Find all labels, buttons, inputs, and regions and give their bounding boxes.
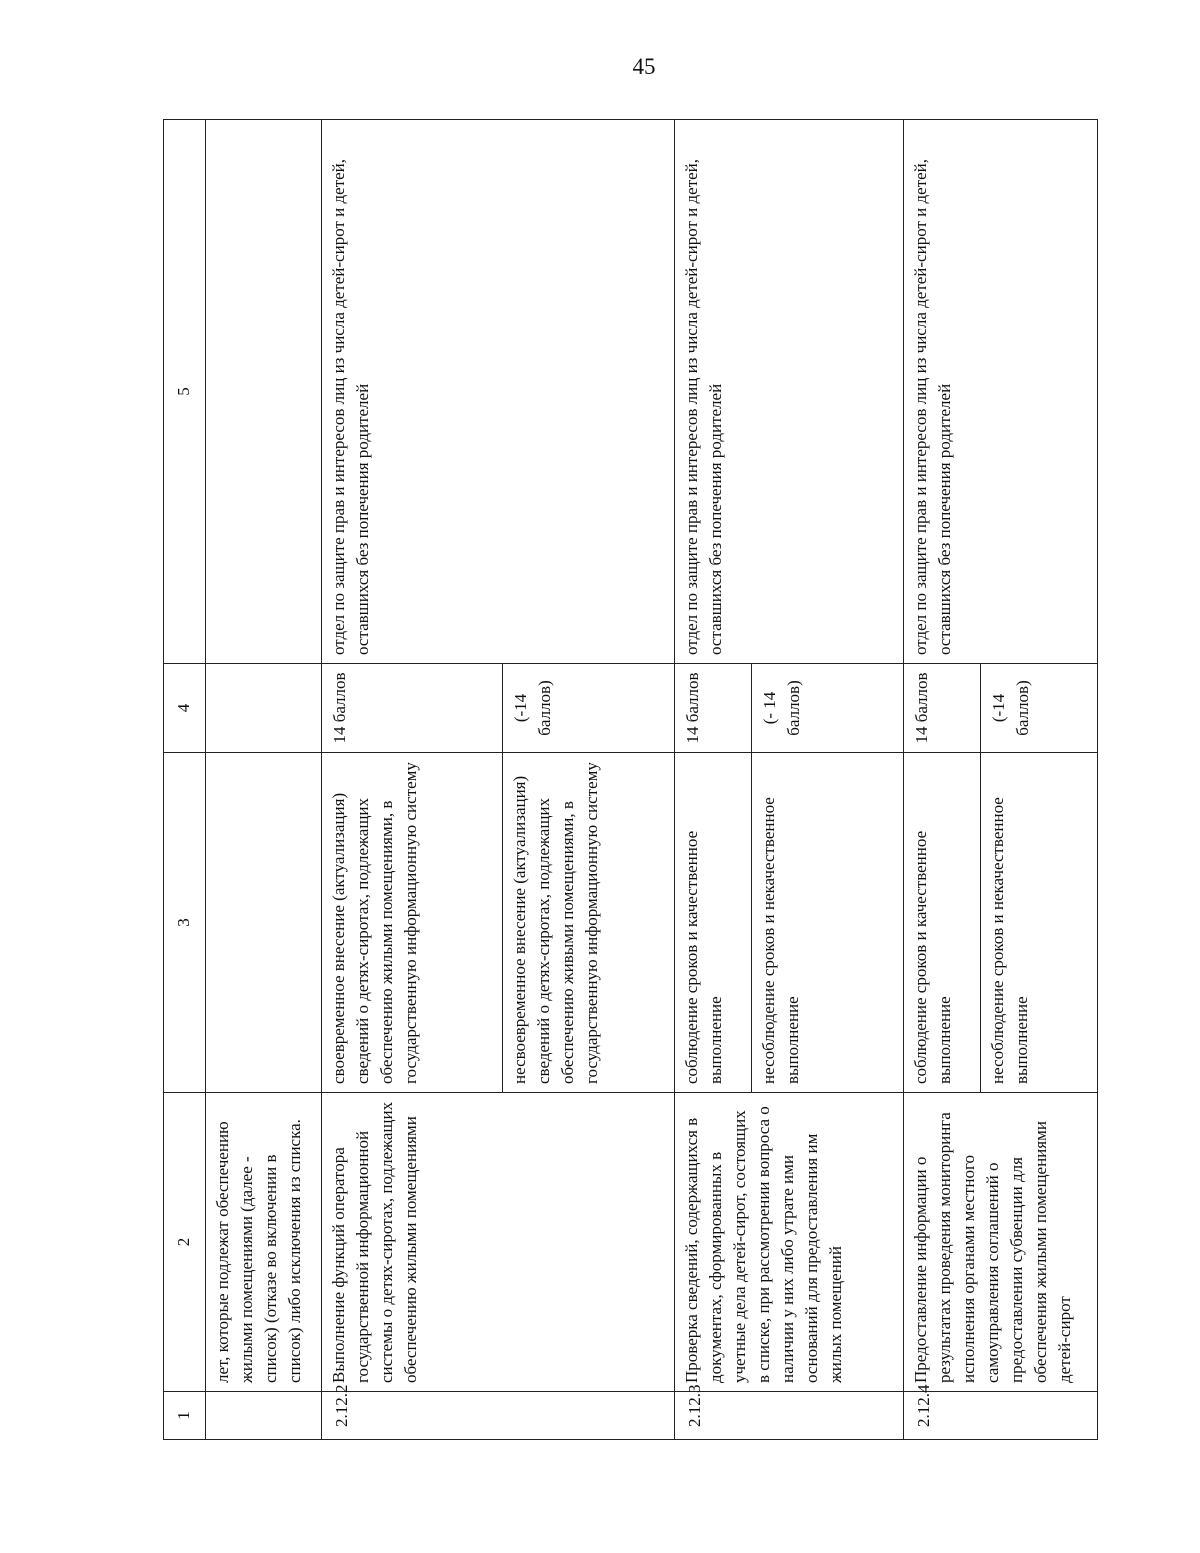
criterion-score: (-14 баллов) (981, 664, 1098, 753)
header-col-1: 1 (164, 1392, 206, 1440)
criterion-text: несвоевременное внесение (актуализация) сведений о детях-сиротах, подлежащих обеспечению живыми помещениями, в государственную информационную систему (502, 753, 674, 1093)
row-number: 2.12.2 (322, 1392, 675, 1440)
rotated-table-frame (163, 120, 1098, 1440)
header-col-3: 3 (164, 753, 206, 1093)
page-number: 45 (632, 54, 656, 79)
criterion-text: соблюдение сроков и качественное выполнение (904, 753, 981, 1093)
row-responsible: отдел по защите прав и интересов лиц из числа детей-сирот и детей, оставшихся без попечения родителей (322, 120, 675, 664)
criterion-score: (- 14 баллов) (752, 664, 904, 753)
header-col-2: 2 (164, 1093, 206, 1392)
cont-criteria (205, 753, 322, 1093)
cont-num-cell (205, 1392, 322, 1440)
row-description: Предоставление информации о результатах проведения мониторинга исполнения органами местного самоуправления соглашений о предоставлении субвенции для обеспечения жилыми помещениями детей-сирот (904, 1093, 1098, 1392)
row-responsible: отдел по защите прав и интересов лиц из числа детей-сирот и детей, оставшихся без попечения родителей (904, 120, 1098, 664)
criterion-score: 14 баллов (904, 664, 981, 753)
header-col-4: 4 (164, 664, 206, 753)
criterion-score: (-14 баллов) (502, 664, 674, 753)
continuation-row (205, 120, 322, 1440)
table-row (675, 120, 752, 1440)
cont-responsible (205, 120, 322, 664)
criterion-text: соблюдение сроков и качественное выполнение (675, 753, 752, 1093)
table-row (904, 120, 981, 1440)
criterion-text: своевременное внесение (актуализация) сведений о детях-сиротах, подлежащих обеспечению жилыми помещениями, в государственную информационную систему (322, 753, 503, 1093)
table-row (322, 120, 503, 1440)
row-responsible: отдел по защите прав и интересов лиц из числа детей-сирот и детей, оставшихся без попечения родителей (675, 120, 904, 664)
row-number: 2.12.3 (675, 1392, 904, 1440)
criterion-text: несоблюдение сроков и некачественное выполнение (752, 753, 904, 1093)
header-row (164, 120, 206, 1440)
cont-description: лет, которые подлежат обеспечению жилыми помещениями (далее - список) (отказе во включении в список) либо исключения из списка. (205, 1093, 322, 1392)
criterion-score: 14 баллов (675, 664, 752, 753)
cont-score (205, 664, 322, 753)
header-col-5: 5 (164, 120, 206, 664)
criterion-score: 14 баллов (322, 664, 503, 753)
criteria-table (163, 119, 1098, 1440)
row-description: Проверка сведений, содержащихся в документах, сформированных в учетные дела детей-сирот, состоящих в списке, при рассмотрении вопроса о наличии у них либо утрате ими оснований для предоставления им жилых помещений (675, 1093, 904, 1392)
criterion-text: несоблюдение сроков и некачественное выполнение (981, 753, 1098, 1093)
row-number: 2.12.4 (904, 1392, 1098, 1440)
row-description: Выполнение функций оператора государственной информационной системы о детях-сиротах, подлежащих обеспечению жилыми помещениями (322, 1093, 675, 1392)
